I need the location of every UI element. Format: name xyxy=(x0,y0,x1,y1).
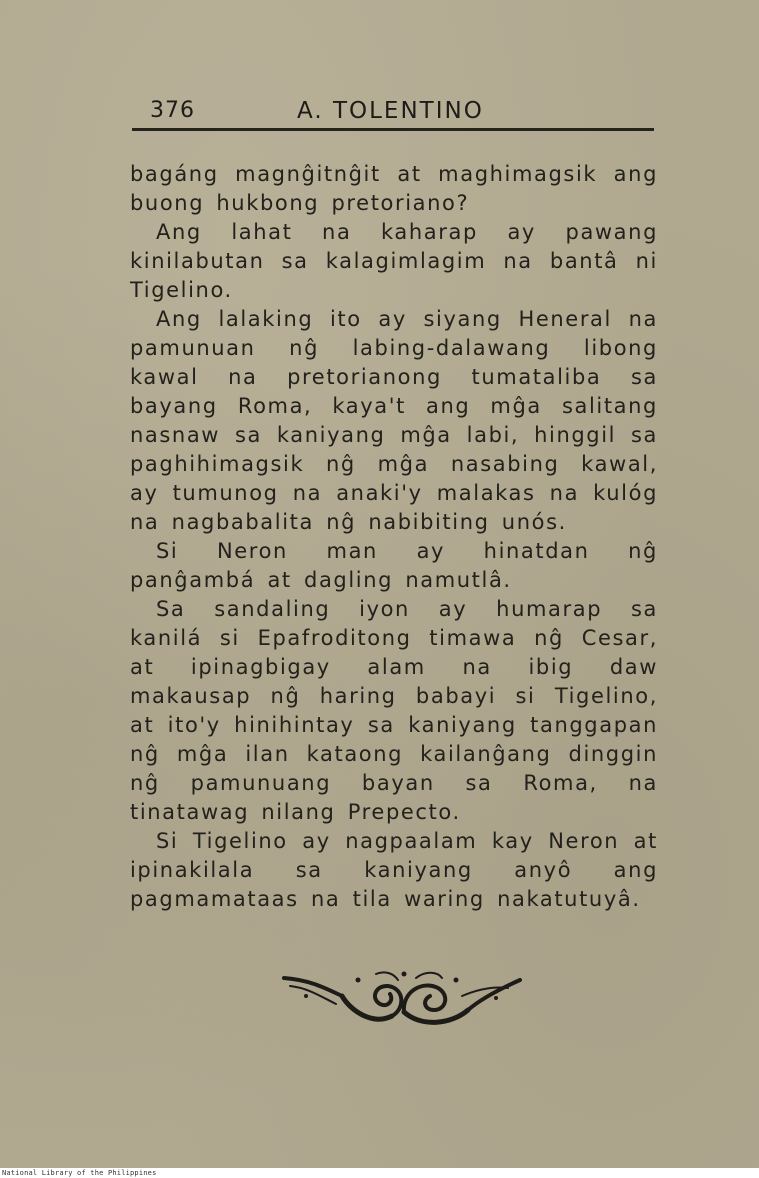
paragraph-4: Si Neron man ay hinatdan nĝ panĝambá at dagling namutlâ. xyxy=(130,539,658,592)
paragraph-6: Si Tigelino ay nagpaalam kay Neron at ipinakilala sa kaniyang anyô ang pagmamataas na tila waring nakatutuyâ. xyxy=(130,829,658,911)
paragraph-3: Ang lalaking ito ay siyang Heneral na pamunuan nĝ labing-dalawang libong kawal na pretorianong tumataliba sa bayang Roma, kaya't ang mĝa salitang nasnaw sa kaniyang mĝa labi, hinggil sa paghihimagsik nĝ mĝa nasabing kawal, ay tumunog na anaki'y malakas na kulóg na nagbabalita nĝ nabibiting unós. xyxy=(130,307,658,534)
page-header xyxy=(132,96,654,130)
ornament-icon xyxy=(280,966,525,1030)
header-rule xyxy=(132,128,654,131)
library-credit: National Library of the Philippines xyxy=(2,1169,157,1177)
body-text xyxy=(130,160,658,914)
page-number: 376 xyxy=(150,98,195,123)
paragraph-2: Ang lahat na kaharap ay pawang kinilabutan sa kalagimlagim na bantâ ni Tigelino. xyxy=(130,220,658,302)
running-head: A. TOLENTINO xyxy=(297,98,484,124)
paragraph-1: bagáng magnĝitnĝit at maghimagsik ang buong hukbong pretoriano? xyxy=(130,162,658,215)
paragraph-5: Sa sandaling iyon ay humarap sa kanilá si Epafroditong timawa nĝ Cesar, at ipinagbigay alam na ibig daw makausap nĝ haring babayi si Tigelino, at ito'y hinihintay sa kaniyang tanggapan nĝ mĝa ilan kataong kailanĝang dinggin nĝ pamunuang bayan sa Roma, na tinatawag nilang Prepecto. xyxy=(130,597,658,824)
